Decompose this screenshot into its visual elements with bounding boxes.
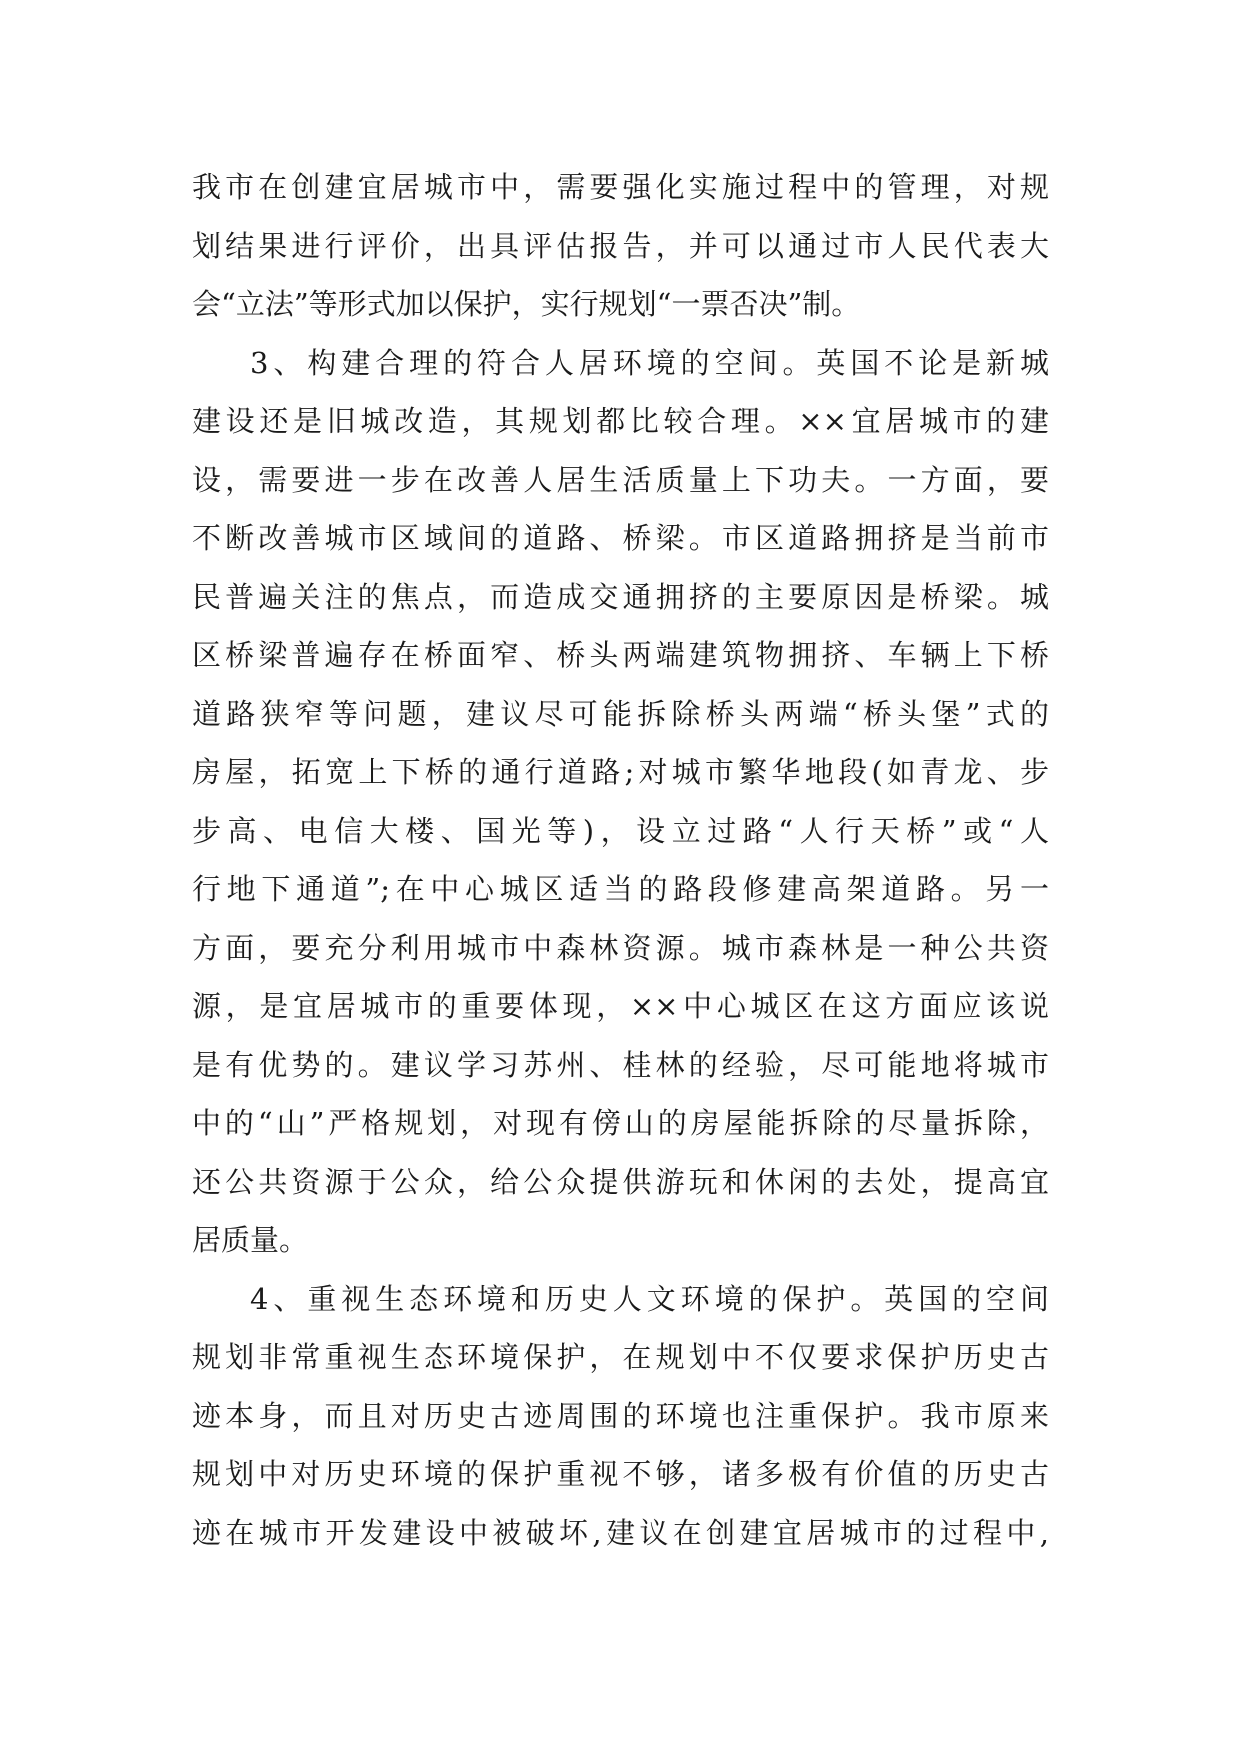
text-line: 3、构建合理的符合人居环境的空间。英国不论是新城 xyxy=(250,345,1049,380)
text-line: 还公共资源于公众，给公众提供游玩和休闲的去处，提高宜 xyxy=(192,1164,1049,1199)
text-line: 规划非常重视生态环境保护，在规划中不仅要求保护历史古 xyxy=(192,1340,1049,1374)
text-line: 会“立法”等形式加以保护，实行规划“一票否决”制。 xyxy=(192,287,861,321)
text-line: 是有优势的。建议学习苏州、桂林的经验，尽可能地将城市 xyxy=(192,1047,1049,1082)
text-line: 规划中对历史环境的保护重视不够，诸多极有价值的历史古 xyxy=(192,1457,1049,1491)
text-line: 建设还是旧城改造，其规划都比较合理。××宜居城市的建 xyxy=(192,404,1049,438)
text-line: 设，需要进一步在改善人居生活质量上下功夫。一方面，要 xyxy=(192,462,1049,497)
text-line: 我市在创建宜居城市中，需要强化实施过程中的管理，对规 xyxy=(192,170,1049,204)
text-line: 中的“山”严格规划，对现有傍山的房屋能拆除的尽量拆除， xyxy=(192,1106,1049,1140)
text-line: 迹本身，而且对历史古迹周围的环境也注重保护。我市原来 xyxy=(192,1398,1049,1433)
body-text xyxy=(192,158,1049,1562)
text-line: 4、重视生态环境和历史人文环境的保护。英国的空间 xyxy=(250,1281,1049,1316)
text-line: 道路狭窄等问题，建议尽可能拆除桥头两端“桥头堡”式的 xyxy=(192,696,1049,731)
text-line: 划结果进行评价，出具评估报告，并可以通过市人民代表大 xyxy=(192,228,1049,263)
text-line: 行地下通道”;在中心城区适当的路段修建高架道路。另一 xyxy=(192,872,1049,906)
text-line: 方面，要充分利用城市中森林资源。城市森林是一种公共资 xyxy=(192,930,1049,965)
text-line: 源，是宜居城市的重要体现，××中心城区在这方面应该说 xyxy=(192,989,1049,1023)
text-line: 不断改善城市区域间的道路、桥梁。市区道路拥挤是当前市 xyxy=(192,521,1049,555)
text-line: 区桥梁普遍存在桥面窄、桥头两端建筑物拥挤、车辆上下桥 xyxy=(192,638,1049,672)
text-line: 步高、电信大楼、国光等)，设立过路“人行天桥”或“人 xyxy=(192,813,1049,848)
text-line: 房屋，拓宽上下桥的通行道路;对城市繁华地段(如青龙、步 xyxy=(192,755,1049,789)
text-line: 迹在城市开发建设中被破坏,建议在创建宜居城市的过程中, xyxy=(192,1515,1049,1550)
paragraph-2 xyxy=(192,334,1049,1270)
paragraph-1 xyxy=(192,158,1049,334)
text-line: 居质量。 xyxy=(192,1223,309,1257)
text-line: 民普遍关注的焦点，而造成交通拥挤的主要原因是桥梁。城 xyxy=(192,579,1049,614)
paragraph-3 xyxy=(192,1270,1049,1563)
